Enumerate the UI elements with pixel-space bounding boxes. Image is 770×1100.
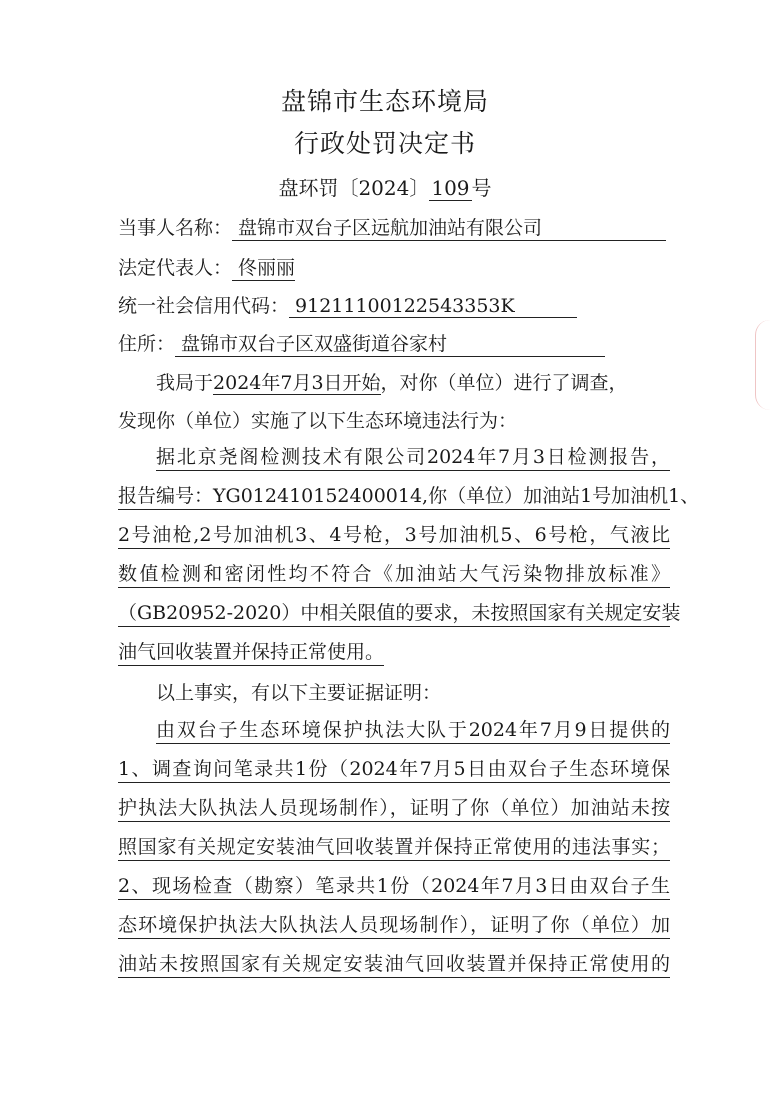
violation-line: 据北京尧阁检测技术有限公司2024年7月3日检测报告， xyxy=(156,444,670,471)
evidence-intro: 以上事实，有以下主要证据证明： xyxy=(156,682,442,704)
credit-label: 统一社会信用代码： xyxy=(118,295,290,317)
intro-line-1 xyxy=(156,368,628,395)
document-type-title: 行政处罚决定书 xyxy=(293,129,476,158)
evidence-line: 2、现场检查（勘察）笔录共1份（2024年7月3日由双台子生 xyxy=(118,873,670,900)
evidence-line: 态环境保护执法大队执法人员现场制作），证明了你（单位）加 xyxy=(118,912,670,939)
intro-suffix: ，对你（单位）进行了调查， xyxy=(380,372,628,394)
credit-code-field xyxy=(118,291,577,318)
intro-prefix: 我局于 xyxy=(156,372,214,394)
evidence-line: 由双台子生态环境保护执法大队于2024年7月9日提供的 xyxy=(156,717,670,744)
violation-line: 2号油枪,2号加油机3、4号枪，3号加油机5、6号枪，气液比 xyxy=(118,522,670,549)
evidence-line: 油站未按照国家有关规定安装油气回收装置并保持正常使用的 xyxy=(118,951,670,978)
document-number xyxy=(0,172,770,201)
violation-line: （GB20952-2020）中相关限值的要求，未按照国家有关规定安装 xyxy=(118,600,670,627)
credit-value: 91211100122543353K xyxy=(289,295,577,318)
intro-date: 2024年7月3日开始 xyxy=(213,372,381,394)
legal-rep-field xyxy=(118,253,295,281)
party-value: 盘锦市双台子区远航加油站有限公司 xyxy=(232,213,666,241)
party-name-field xyxy=(118,213,666,241)
rep-value: 佟丽丽 xyxy=(232,253,295,281)
violation-line: 油气回收装置并保持正常使用。 xyxy=(118,639,384,666)
document-issuer-title: 盘锦市生态环境局 xyxy=(280,87,489,116)
violation-line: 报告编号：YG012410152400014,你（单位）加油站1号加油机1、 xyxy=(118,483,670,510)
address-field xyxy=(118,329,605,357)
rep-label: 法定代表人： xyxy=(118,257,233,279)
violation-line: 数值检测和密闭性均不符合《加油站大气污染物排放标准》 xyxy=(118,561,670,588)
seal-edge-mark xyxy=(755,320,770,410)
intro-line-2: 发现你（单位）实施了以下生态环境违法行为： xyxy=(118,410,518,432)
address-label: 住所： xyxy=(118,333,176,355)
evidence-line: 护执法大队执法人员现场制作），证明了你（单位）加油站未按 xyxy=(118,795,670,822)
evidence-line: 照国家有关规定安装油气回收装置并保持正常使用的违法事实； xyxy=(118,834,670,861)
doc-number-value: 109 xyxy=(431,176,470,200)
doc-prefix: 盘环罚〔2024〕 xyxy=(278,176,430,200)
party-label: 当事人名称： xyxy=(118,217,233,239)
evidence-line: 1、调查询问笔录共1份（2024年7月5日由双台子生态环境保 xyxy=(118,756,670,783)
doc-suffix: 号 xyxy=(471,176,492,200)
address-value: 盘锦市双台子区双盛街道谷家村 xyxy=(175,329,605,357)
